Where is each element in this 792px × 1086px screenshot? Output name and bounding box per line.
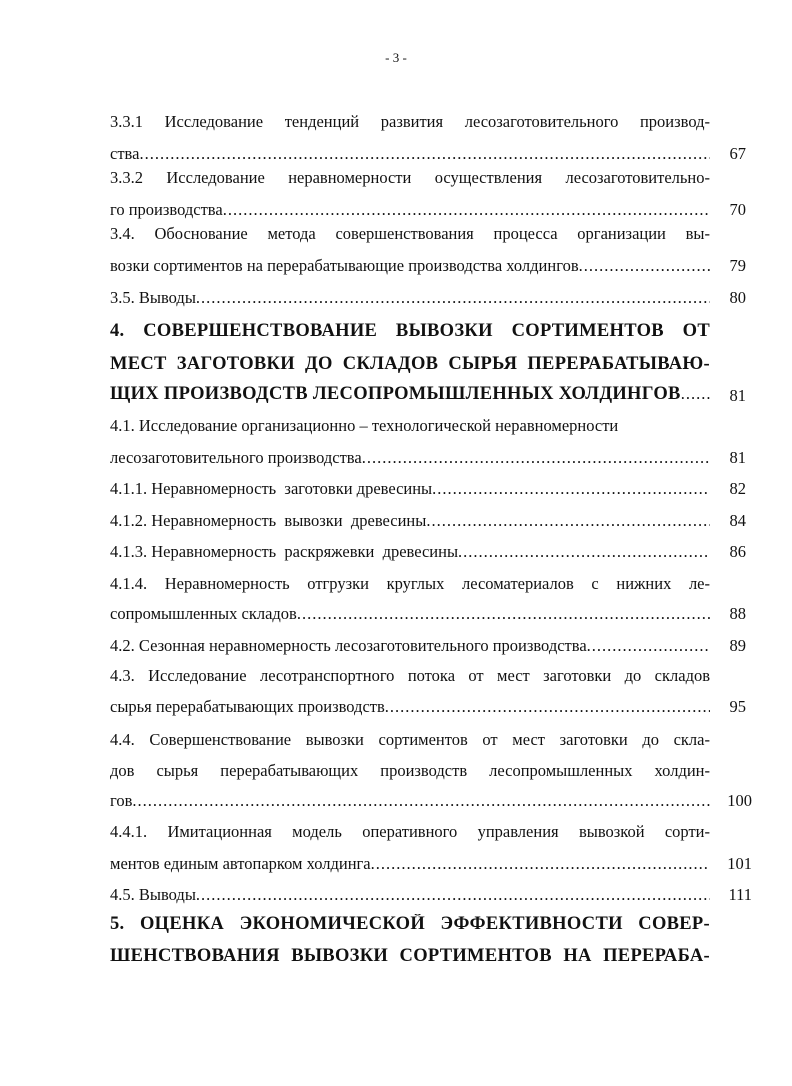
toc-4-1-2-page: 84 <box>729 511 746 530</box>
toc-4-line1: 4. СОВЕРШЕНСТВОВАНИЕ ВЫВОЗКИ СОРТИМЕНТОВ ОТ <box>110 321 710 341</box>
toc-3-3-1-line1: 3.3.1 Исследование тенденций развития лесозаготовительного производ- <box>110 112 710 131</box>
toc-5-line2: ШЕНСТВОВАНИЯ ВЫВОЗКИ СОРТИМЕНТОВ НА ПЕРЕРАБА- <box>110 946 710 966</box>
toc-3-3-2-line2: го производства ..... <box>110 200 710 220</box>
toc-4-1-1-line1: 4.1.1. Неравномерность заготовки древесины ..... <box>110 479 710 499</box>
toc-4-4-1-line2: ментов единым автопарком холдинга ..... <box>110 854 710 874</box>
toc-5-line1: 5. ОЦЕНКА ЭКОНОМИЧЕСКОЙ ЭФФЕКТИВНОСТИ СОВЕР- <box>110 914 710 934</box>
toc-4-5-page: 111 <box>728 885 752 904</box>
toc-3-3-2-line1: 3.3.2 Исследование неравномерности осуществления лесозаготовительно- <box>110 168 710 187</box>
toc-4-2-line1: 4.2. Сезонная неравномерность лесозаготовительного производства ..... <box>110 636 710 656</box>
toc-4-3-line2: сырья перерабатывающих производств ..... <box>110 697 710 717</box>
toc-4-1-4-line2: сопромышленных складов ..... <box>110 604 710 624</box>
toc-4-1-line1: 4.1. Исследование организационно – технологической неравномерности <box>110 416 619 435</box>
toc-4-4-page: 100 <box>727 791 752 810</box>
toc-4-3-line1: 4.3. Исследование лесотранспортного потока от мест заготовки до складов <box>110 666 710 685</box>
toc-4-3-page: 95 <box>729 697 746 716</box>
toc-4-1-1-page: 82 <box>729 479 746 498</box>
toc-3-4-line2: возки сортиментов на перерабатывающие производства холдингов ..... <box>110 256 710 276</box>
toc-4-line3: ЩИХ ПРОИЗВОДСТВ ЛЕСОПРОМЫШЛЕННЫХ ХОЛДИНГОВ ..... <box>110 384 710 404</box>
toc-4-4-line1: 4.4. Совершенствование вывозки сортиментов от мест заготовки до скла- <box>110 730 710 749</box>
toc-4-page: 81 <box>729 386 746 405</box>
toc-3-5-page: 80 <box>729 288 746 307</box>
toc-4-1-2-line1: 4.1.2. Неравномерность вывозки древесины ..... <box>110 511 710 531</box>
toc-4-5-line1: 4.5. Выводы ..... <box>110 885 710 905</box>
toc-3-3-2-page: 70 <box>729 200 746 219</box>
toc-4-line2: МЕСТ ЗАГОТОВКИ ДО СКЛАДОВ СЫРЬЯ ПЕРЕРАБАТЫВАЮ- <box>110 354 710 374</box>
toc-4-4-1-line1: 4.4.1. Имитационная модель оперативного управления вывозкой сорти- <box>110 822 710 841</box>
toc-4-1-3-page: 86 <box>729 542 746 561</box>
toc-4-1-page: 81 <box>729 448 746 467</box>
toc-4-4-line3: гов ..... <box>110 791 710 811</box>
toc-3-4-page: 79 <box>729 256 746 275</box>
toc-4-4-line2: дов сырья перерабатывающих производств лесопромышленных холдин- <box>110 761 710 780</box>
toc-4-1-3-line1: 4.1.3. Неравномерность раскряжевки древесины ..... <box>110 542 710 562</box>
toc-4-2-page: 89 <box>729 636 746 655</box>
toc-3-3-1-page: 67 <box>729 144 746 163</box>
toc-3-5-line1: 3.5. Выводы ..... <box>110 288 710 308</box>
toc-3-4-line1: 3.4. Обоснование метода совершенствования процесса организации вы- <box>110 224 710 243</box>
toc-4-4-1-page: 101 <box>727 854 752 873</box>
page-number: - 3 - <box>385 50 407 65</box>
toc-4-1-line2: лесозаготовительного производства ..... <box>110 448 710 468</box>
toc-3-3-1-line2: ства ..... <box>110 144 710 164</box>
toc-4-1-4-page: 88 <box>729 604 746 623</box>
toc-4-1-4-line1: 4.1.4. Неравномерность отгрузки круглых лесоматериалов с нижних ле- <box>110 574 710 593</box>
